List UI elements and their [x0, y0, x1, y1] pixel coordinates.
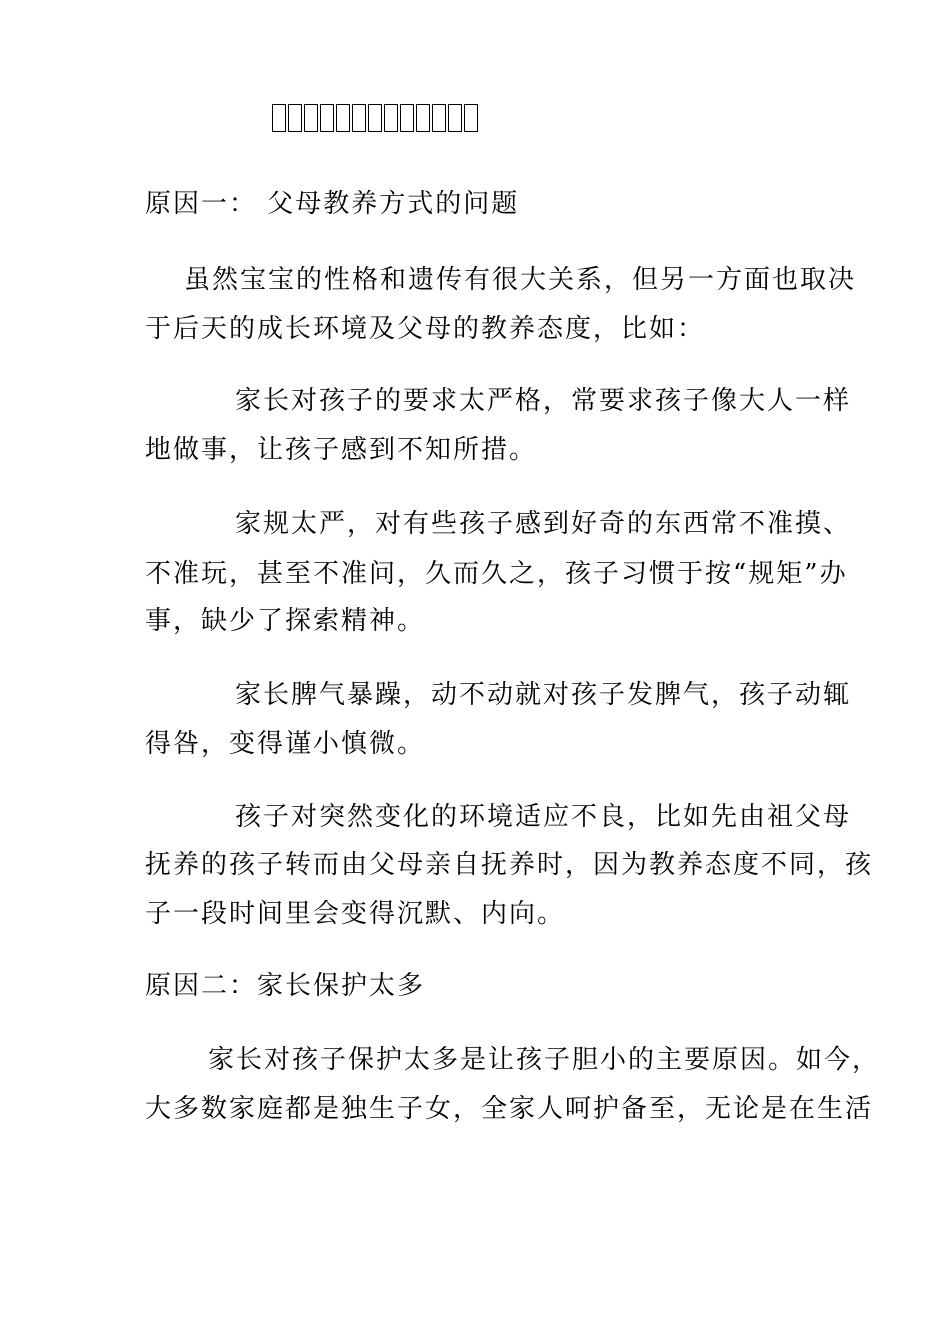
paragraph-line: 得咎，变得谨小慎微。	[145, 729, 426, 759]
missing-glyph-box	[336, 104, 350, 132]
paragraph-line: 于后天的成长环境及父母的教养态度，比如：	[145, 314, 706, 344]
missing-glyph-box	[368, 104, 382, 132]
paragraph-line: 子一段时间里会变得沉默、内向。	[145, 899, 566, 929]
missing-glyph-box	[448, 104, 462, 132]
paragraph-line: 家规太严，对有些孩子感到好奇的东西常不准摸、	[235, 509, 852, 539]
missing-glyph-box	[432, 104, 446, 132]
missing-glyph-box	[352, 104, 366, 132]
paragraph-line: 家长对孩子的要求太严格，常要求孩子像大人一样	[235, 386, 852, 416]
missing-glyph-box	[464, 104, 478, 132]
paragraph-line: 家长脾气暴躁，动不动就对孩子发脾气，孩子动辄	[235, 680, 852, 710]
paragraph-line: 抚养的孩子转而由父母亲自抚养时，因为教养态度不同，孩	[145, 850, 874, 880]
paragraph-line: 不准玩，甚至不准问，久而久之，孩子习惯于按“规矩”办	[145, 559, 848, 589]
document-title	[272, 104, 478, 144]
missing-glyph-box	[400, 104, 414, 132]
missing-glyph-box	[384, 104, 398, 132]
missing-glyph-box	[320, 104, 334, 132]
paragraph-line: 事，缺少了探索精神。	[145, 606, 426, 636]
missing-glyph-box	[288, 104, 302, 132]
missing-glyph-box	[272, 104, 286, 132]
section-heading: 原因二：家长保护太多	[145, 971, 426, 1001]
section-heading: 原因一： 父母教养方式的问题	[145, 189, 520, 219]
missing-glyph-box	[304, 104, 318, 132]
paragraph-line: 孩子对突然变化的环境适应不良，比如先由祖父母	[235, 802, 852, 832]
paragraph-line: 大多数家庭都是独生子女，全家人呵护备至，无论是在生活	[145, 1094, 874, 1124]
paragraph-line: 地做事，让孩子感到不知所措。	[145, 435, 538, 465]
missing-glyph-box	[416, 104, 430, 132]
paragraph-line: 家长对孩子保护太多是让孩子胆小的主要原因。如今，	[208, 1045, 881, 1075]
paragraph-line: 虽然宝宝的性格和遗传有很大关系，但另一方面也取决	[184, 265, 857, 295]
